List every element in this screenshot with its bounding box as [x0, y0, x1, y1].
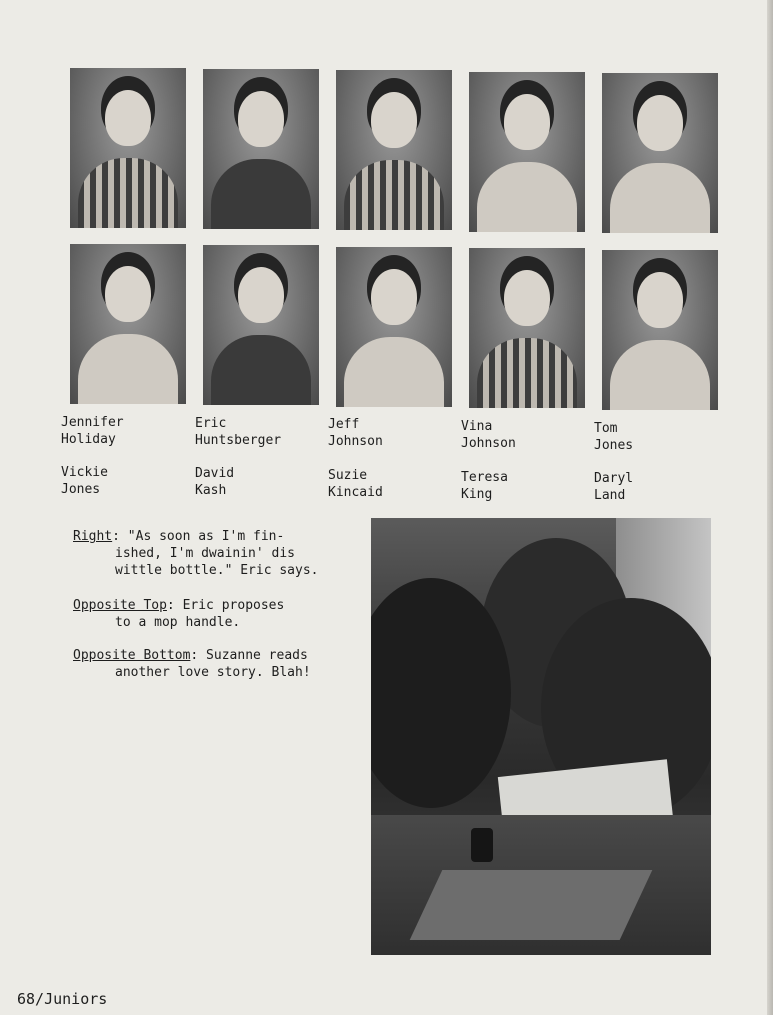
student-name-kash — [195, 465, 234, 499]
caption-label: Opposite Top — [73, 598, 167, 613]
portrait-eric-huntsberger — [203, 69, 319, 229]
caption-right — [73, 528, 319, 579]
portrait-vina-johnson — [469, 72, 585, 232]
student-name-jeff-johnson — [328, 416, 383, 450]
student-name-king — [461, 469, 508, 503]
portrait-jeff-johnson — [336, 70, 452, 230]
candid-photo — [371, 518, 711, 955]
first-name: Daryl — [594, 471, 634, 486]
portrait-daryl-land — [602, 250, 718, 410]
portrait-vickie-jones — [70, 244, 186, 404]
portrait-suzie-kincaid — [336, 247, 452, 407]
first-name: Eric — [195, 416, 227, 431]
caption-text: : Eric proposes — [166, 598, 285, 613]
student-name-vickie-jones — [61, 464, 108, 498]
last-name: Huntsberger — [195, 433, 282, 448]
first-name: Suzie — [328, 468, 368, 483]
portrait-david-kash — [203, 245, 319, 405]
first-name: David — [195, 466, 235, 481]
caption-text-line: another love story. Blah! — [115, 665, 311, 680]
first-name: Vickie — [61, 465, 108, 480]
page-edge — [767, 0, 773, 1015]
student-name-holiday — [61, 414, 124, 448]
caption-text: : Suzanne reads — [190, 648, 308, 663]
student-name-land — [594, 470, 633, 504]
last-name: Holiday — [61, 432, 116, 447]
portrait-teresa-king — [469, 248, 585, 408]
portrait-tom-jones — [602, 73, 718, 233]
student-name-huntsberger — [195, 415, 281, 449]
caption-text: : "As soon as I'm fin- — [112, 529, 285, 544]
student-name-kincaid — [328, 467, 383, 501]
caption-label: Opposite Bottom — [73, 648, 191, 663]
student-name-tom-jones — [594, 420, 633, 454]
portrait-jennifer-holiday — [70, 68, 186, 228]
student-name-vina-johnson — [461, 418, 516, 452]
last-name: Land — [594, 488, 626, 503]
first-name: Jennifer — [61, 415, 124, 430]
caption-text-line: ished, I'm dwainin' dis — [115, 546, 296, 561]
first-name: Teresa — [461, 470, 508, 485]
caption-text-line: wittle bottle." Eric says. — [115, 563, 319, 578]
caption-opposite-bottom — [73, 647, 311, 681]
caption-opposite-top — [73, 597, 284, 631]
caption-text-line: to a mop handle. — [115, 615, 241, 630]
last-name: Johnson — [461, 436, 516, 451]
first-name: Tom — [594, 421, 618, 436]
last-name: Jones — [61, 482, 101, 497]
caption-label: Right — [73, 529, 113, 544]
page-folio: 68/Juniors — [17, 990, 108, 1008]
last-name: Johnson — [328, 434, 383, 449]
first-name: Jeff — [328, 417, 360, 432]
last-name: Kash — [195, 483, 227, 498]
last-name: Jones — [594, 438, 634, 453]
last-name: Kincaid — [328, 485, 383, 500]
first-name: Vina — [461, 419, 493, 434]
last-name: King — [461, 487, 493, 502]
